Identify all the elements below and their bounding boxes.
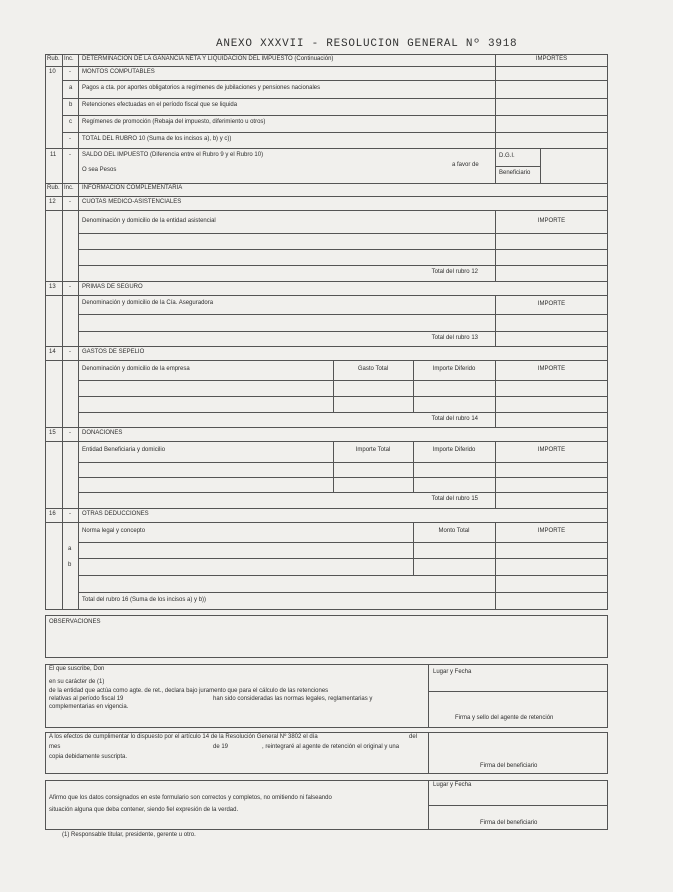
row-divider	[78, 477, 608, 478]
row-divider	[78, 380, 608, 381]
header-rub: Rub.	[47, 185, 60, 191]
column-header: Denominación y domicilio de la empresa	[82, 366, 190, 372]
row-divider	[45, 441, 608, 442]
declaration-line: El que suscribe, Don	[49, 666, 105, 672]
rubro-title: OTRAS DEDUCCIONES	[82, 511, 149, 517]
a-favor-label: a favor de	[452, 162, 479, 168]
row-divider	[45, 210, 608, 211]
row-divider	[78, 558, 608, 559]
afirmacion-line: Afirmo que los datos consignados en este formulario son correctos y completos, no omitiendo ni falseando	[49, 795, 332, 801]
rubro-number: 10	[49, 69, 56, 75]
row-divider	[78, 462, 608, 463]
row-divider	[62, 98, 608, 99]
lugar-fecha-label: Lugar y Fecha	[433, 782, 472, 788]
column-header-monto-total: Monto Total	[438, 528, 470, 534]
row-divider	[45, 183, 608, 184]
inciso-label: -	[69, 430, 71, 436]
row-divider	[62, 115, 608, 116]
row-divider	[62, 132, 608, 133]
inciso-label: b	[68, 562, 72, 568]
observaciones-label: OBSERVACIONES	[49, 619, 101, 625]
declaration-periodo-suffix: han sido consideradas las normas legales, reglamentarias y	[213, 696, 373, 702]
rubro-title: DONACIONES	[82, 430, 123, 436]
row-divider	[78, 396, 608, 397]
declaration-line: en su carácter de (1)	[49, 679, 105, 685]
rubro-title: SALDO DEL IMPUESTO (Diferencia entre el Rubro 9 y el Rubro 10)	[82, 152, 264, 158]
column-header-importe: IMPORTE	[537, 366, 566, 372]
total-label: Total del rubro 16 (Suma de los incisos a) y b))	[82, 597, 207, 603]
compromiso-line: , reintegraré al agente de retención el original y una	[262, 744, 400, 750]
row-label: Retenciones efectuadas en el período fiscal que se liquida	[82, 102, 238, 108]
header-inc: Inc.	[64, 56, 74, 62]
firma-agente-label: Firma y sello del agente de retención	[455, 715, 554, 721]
inciso-label: -	[69, 199, 71, 205]
row-divider	[45, 427, 608, 428]
lugar-fecha-label: Lugar y Fecha	[433, 669, 472, 675]
option-dgi: D.G.I.	[499, 153, 515, 159]
row-label: Pagos a cta. por aportes obligatorios a regímenes de jubilaciones y pensiones nacionales	[82, 85, 321, 91]
inciso-label: a	[69, 85, 73, 91]
row-divider	[45, 508, 608, 509]
column-divider	[78, 54, 79, 610]
header-rub: Rub.	[47, 56, 60, 62]
column-header: Denominación y domicilio de la Cía. Aseguradora	[82, 300, 214, 306]
compromiso-line: A los efectos de cumplimentar lo dispuesto por el artículo 14 de la Resolución General Nº 3802 el día	[49, 734, 318, 740]
inciso-label: a	[68, 546, 72, 552]
afirmacion-line: situación alguna que deba contener, siendo fiel expresión de la verdad.	[49, 807, 239, 813]
rubro-title: CUOTAS MEDICO-ASISTENCIALES	[82, 199, 182, 205]
compromiso-mes: mes	[49, 744, 61, 750]
row-divider	[45, 196, 608, 197]
rubro-number: 13	[49, 284, 56, 290]
rubro-title: PRIMAS DE SEGURO	[82, 284, 143, 290]
column-divider	[540, 148, 541, 183]
column-header-importe: IMPORTE	[537, 218, 566, 224]
column-header: Norma legal y concepto	[82, 528, 146, 534]
total-label: Total del rubro 12	[431, 269, 478, 275]
rubro-title: GASTOS DE SEPELIO	[82, 349, 145, 355]
firma-beneficiario-label: Firma del beneficiario	[480, 820, 538, 826]
column-header-importe: IMPORTE	[537, 301, 566, 307]
inciso-label: -	[69, 511, 71, 517]
rubro-number: 14	[49, 349, 56, 355]
column-divider	[428, 732, 429, 774]
column-header: Entidad Beneficiaria y domicilio	[82, 447, 166, 453]
pesos-label: O sea Pesos	[82, 167, 117, 173]
row-divider	[78, 249, 608, 250]
column-header-importe: IMPORTE	[537, 447, 566, 453]
row-divider	[428, 691, 608, 692]
declaration-line: complementarias en vigencia.	[49, 704, 129, 710]
inciso-label: -	[69, 349, 71, 355]
inciso-label: -	[69, 136, 71, 142]
inciso-label: c	[69, 119, 72, 125]
importes-column-divider	[495, 54, 496, 183]
firma-beneficiario-label: Firma del beneficiario	[480, 763, 538, 769]
row-divider	[78, 575, 608, 576]
row-divider	[78, 233, 608, 234]
importe-column-divider	[495, 522, 496, 610]
footnote: (1) Responsable titular, presidente, gerente u otro.	[62, 832, 196, 838]
rubro-number: 12	[49, 199, 56, 205]
column-divider	[62, 54, 63, 610]
section-title-determinacion: DETERMINACION DE LA GANANCIA NETA Y LIQUIDACION DEL IMPUESTO (Continuación)	[82, 56, 334, 62]
box-border	[45, 615, 608, 658]
row-divider	[495, 166, 540, 167]
column-header-importe-diferido: Importe Diferido	[432, 447, 476, 453]
rubro-number: 15	[49, 430, 56, 436]
rubro-title: MONTOS COMPUTABLES	[82, 69, 155, 75]
row-divider	[45, 148, 608, 149]
inciso-label: b	[69, 102, 73, 108]
column-header-importe-total: Importe Total	[355, 447, 391, 453]
inciso-label: -	[69, 284, 71, 290]
column-header-importe: IMPORTE	[537, 528, 566, 534]
form-title: ANEXO XXXVII - RESOLUCION GENERAL Nº 3918	[216, 38, 518, 50]
inciso-label: -	[69, 69, 71, 75]
rubro-number: 16	[49, 511, 56, 517]
total-label: Total del rubro 14	[431, 416, 478, 422]
option-beneficiario: Beneficiario	[499, 170, 531, 176]
rubro-number: 11	[50, 152, 57, 158]
column-divider	[428, 664, 429, 728]
row-divider	[428, 805, 608, 806]
row-label: Regímenes de promoción (Rebaja del impuesto, diferimiento u otros)	[82, 119, 266, 125]
total-label: TOTAL DEL RUBRO 10 (Suma de los incisos a), b) y c))	[82, 136, 232, 142]
compromiso-anio: de 19	[213, 744, 229, 750]
row-divider	[45, 66, 608, 67]
row-divider	[45, 360, 608, 361]
row-divider	[78, 592, 608, 593]
inciso-label: -	[69, 152, 71, 158]
declaration-periodo-prefix: relativas al período fiscal 19	[49, 696, 124, 702]
total-label: Total del rubro 15	[431, 496, 478, 502]
row-divider	[78, 542, 608, 543]
row-divider	[78, 412, 608, 413]
column-header: Denominación y domicilio de la entidad asistencial	[82, 218, 216, 224]
row-divider	[62, 80, 608, 81]
row-divider	[78, 331, 608, 332]
section-title-complementaria: INFORMACION COMPLEMENTARIA	[82, 185, 183, 191]
header-inc: Inc.	[64, 185, 74, 191]
column-header-gasto-total: Gasto Total	[357, 366, 389, 372]
row-divider	[78, 314, 608, 315]
row-divider	[78, 492, 608, 493]
row-divider	[45, 281, 608, 282]
row-divider	[45, 346, 608, 347]
row-divider	[45, 522, 608, 523]
compromiso-del: del	[409, 734, 418, 740]
column-header-importe-diferido: Importe Diferido	[432, 366, 476, 372]
header-importes: IMPORTES	[535, 56, 568, 62]
row-divider	[45, 295, 608, 296]
compromiso-line: copia debidamente suscripta.	[49, 754, 128, 760]
total-label: Total del rubro 13	[431, 335, 478, 341]
row-divider	[78, 265, 608, 266]
declaration-line: de la entidad que actúa como agte. de ret., declara bajo juramento que para el cálculo de las retenciones	[49, 688, 329, 694]
